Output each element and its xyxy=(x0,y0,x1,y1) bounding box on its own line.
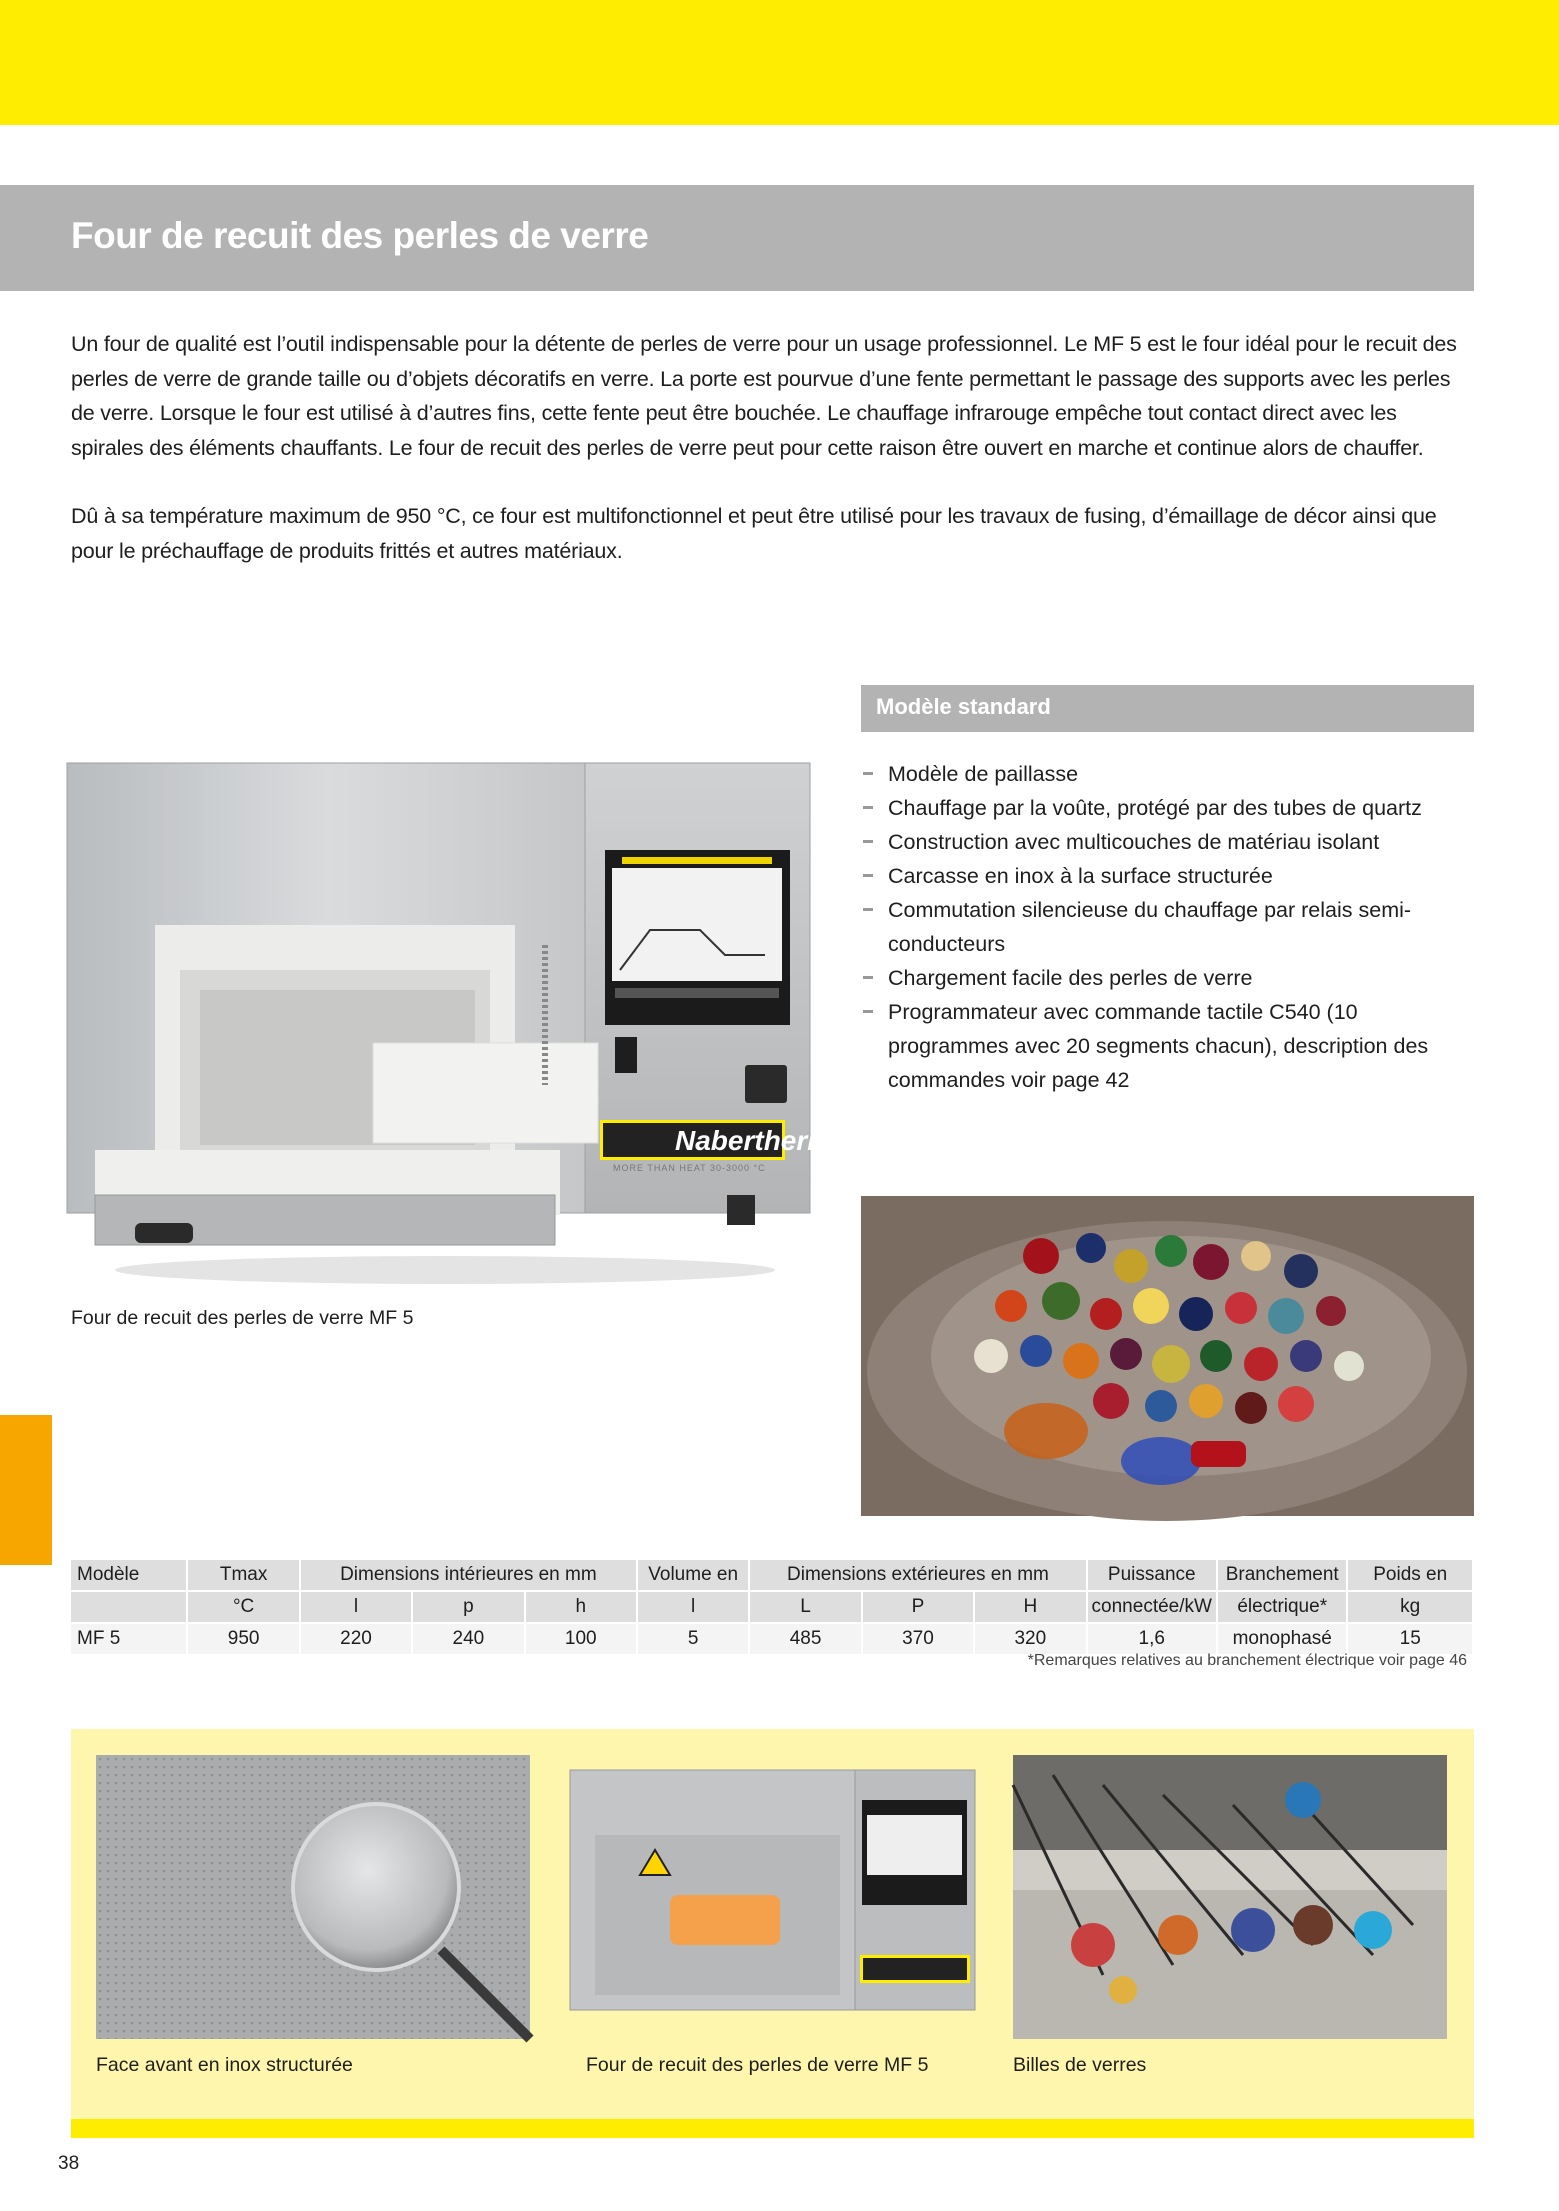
table-header-row xyxy=(71,1560,1473,1591)
standard-features-list xyxy=(861,757,1474,1097)
bullet-dash-icon xyxy=(863,806,873,809)
cell-L: 485 xyxy=(749,1623,861,1654)
cell-h: 100 xyxy=(525,1623,637,1654)
furnace-mf5-caption: Four de recuit des perles de verre MF 5 xyxy=(586,2054,929,2076)
bullet-dash-icon xyxy=(863,976,873,979)
list-item xyxy=(861,791,1474,825)
header-volume: Volume en xyxy=(637,1560,749,1591)
stainless-front-caption: Face avant en inox structurée xyxy=(96,2054,353,2076)
intro-paragraph-1: Un four de qualité est l’outil indispensable pour la détente de perles de verre pour un usage professionnel. Le MF 5 est le four idéal pour le recuit des perles de verre de grande taille ou d’objets décoratifs en verre. La porte est pourvue d’une fente permettant le passage des supports avec les perles de verre. Lorsque le four est utilisé à d’autres fins, cette fente peut être bouchée. Le chauffage infrarouge empêche tout contact direct avec les spirales des éléments chauffants. Le four de recuit des perles de verre peut pour cette raison être ouvert en marche et continue alors de chauffer. xyxy=(71,332,1457,460)
bullet-dash-icon xyxy=(863,772,873,775)
bullet-dash-icon xyxy=(863,1010,873,1013)
list-item-text: Carcasse en inox à la surface structurée xyxy=(888,864,1273,888)
top-yellow-bar xyxy=(0,0,1559,125)
cell-power: 1,6 xyxy=(1087,1623,1217,1654)
cell-p: 240 xyxy=(412,1623,524,1654)
subheader-connection-unit: électrique* xyxy=(1217,1591,1347,1623)
table-subheader-row xyxy=(71,1591,1473,1623)
glass-beads-photo xyxy=(861,1196,1474,1516)
cell-model: MF 5 xyxy=(71,1623,187,1654)
list-item xyxy=(861,995,1474,1097)
list-item-text: Chauffage par la voûte, protégé par des tubes de quartz xyxy=(888,796,1422,820)
cell-weight: 15 xyxy=(1347,1623,1473,1654)
bullet-dash-icon xyxy=(863,874,873,877)
header-weight: Poids en xyxy=(1347,1560,1473,1591)
page-number: 38 xyxy=(58,2153,80,2174)
list-item xyxy=(861,961,1474,995)
cell-l: 220 xyxy=(300,1623,412,1654)
stainless-front-photo xyxy=(96,1755,530,2039)
list-item-text: Modèle de paillasse xyxy=(888,762,1079,786)
table-remark: *Remarques relatives au branchement électrique voir page 46 xyxy=(1027,1652,1467,1669)
list-item-text: Commutation silencieuse du chauffage par relais semi-conducteurs xyxy=(888,898,1412,956)
furnace-photo xyxy=(65,755,833,1290)
list-item xyxy=(861,757,1474,791)
subheader-l: l xyxy=(300,1591,412,1623)
intro-text xyxy=(71,327,1471,602)
subheader-volume-unit: l xyxy=(637,1591,749,1623)
subheader-H: H xyxy=(974,1591,1086,1623)
list-item xyxy=(861,825,1474,859)
cell-H: 320 xyxy=(974,1623,1086,1654)
furnace-slogan-label: MORE THAN HEAT 30-3000 °C xyxy=(613,1163,766,1173)
glass-marbles-photo xyxy=(1013,1755,1447,2039)
list-item xyxy=(861,859,1474,893)
title-band xyxy=(0,185,1474,291)
cell-tmax: 950 xyxy=(187,1623,299,1654)
bottom-yellow-line xyxy=(71,2119,1474,2138)
spec-table xyxy=(71,1560,1474,1654)
subheader-power-unit: connectée/kW xyxy=(1087,1591,1217,1623)
glass-marbles-caption: Billes de verres xyxy=(1013,2054,1147,2076)
bullet-dash-icon xyxy=(863,840,873,843)
standard-model-heading-text: Modèle standard xyxy=(876,694,1051,719)
intro-paragraph-2: Dû à sa température maximum de 950 °C, ce four est multifonctionnel et peut être utilisé pour les travaux de fusing, d’émaillage de décor ainsi que pour le préchauffage de produits frittés et autres matériaux. xyxy=(71,504,1437,563)
bullet-dash-icon xyxy=(863,908,873,911)
cell-volume: 5 xyxy=(637,1623,749,1654)
list-item-text: Construction avec multicouches de matériau isolant xyxy=(888,830,1380,854)
subheader-p: p xyxy=(412,1591,524,1623)
list-item-text: Programmateur avec commande tactile C540 (10 programmes avec 20 segments chacun), description des commandes voir page 42 xyxy=(888,1000,1429,1092)
orange-side-tab xyxy=(0,1415,52,1565)
list-item-text: Chargement facile des perles de verre xyxy=(888,966,1253,990)
header-tmax: Tmax xyxy=(187,1560,299,1591)
furnace-photo-caption: Four de recuit des perles de verre MF 5 xyxy=(71,1307,414,1329)
header-dim-ext: Dimensions extérieures en mm xyxy=(749,1560,1086,1591)
header-model: Modèle xyxy=(71,1560,187,1591)
header-power: Puissance xyxy=(1087,1560,1217,1591)
standard-model-heading xyxy=(861,685,1474,732)
subheader-tmax-unit: °C xyxy=(187,1591,299,1623)
subheader-h: h xyxy=(525,1591,637,1623)
subheader-P: P xyxy=(862,1591,974,1623)
list-item xyxy=(861,893,1474,961)
table-row xyxy=(71,1623,1473,1654)
header-dim-int: Dimensions intérieures en mm xyxy=(300,1560,637,1591)
subheader-weight-unit: kg xyxy=(1347,1591,1473,1623)
header-connection: Branchement xyxy=(1217,1560,1347,1591)
furnace-brand-label: Nabertherm xyxy=(675,1125,833,1156)
cell-P: 370 xyxy=(862,1623,974,1654)
furnace-mf5-photo xyxy=(560,1755,980,2039)
subheader-L: L xyxy=(749,1591,861,1623)
page-title: Four de recuit des perles de verre xyxy=(71,215,649,256)
cell-connection: monophasé xyxy=(1217,1623,1347,1654)
subheader-empty xyxy=(71,1591,187,1623)
